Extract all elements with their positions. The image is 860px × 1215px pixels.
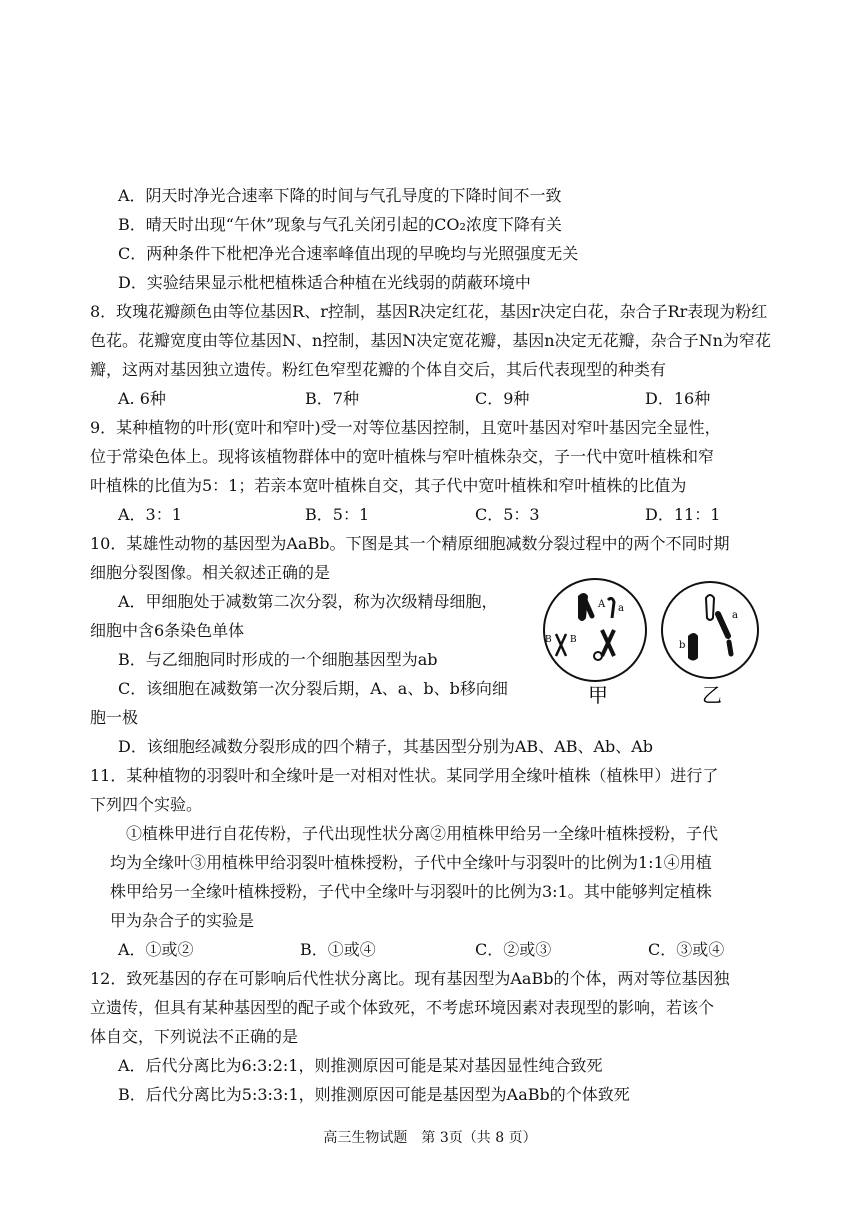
q7-option-b: B．晴天时出现“午休”现象与气孔关闭引起的CO₂浓度下降有关 (118, 215, 562, 234)
q10-option-c-line-2: 胞一极 (90, 708, 139, 727)
q9-option-c: C．5：3 (475, 505, 540, 524)
cell-yi-outline (662, 582, 758, 678)
cell-jia-label-B1: B (545, 635, 552, 645)
figure-caption-yi: 乙 (702, 683, 722, 707)
q8-stem-line-2: 色花。花瓣宽度由等位基因N、n控制，基因N决定宽花瓣，基因n决定无花瓣，杂合子Nn为窄花 (90, 331, 771, 350)
q10-option-c-line-1: C．该细胞在减数第一次分裂后期，A、a、b、b移向细 (118, 679, 508, 698)
q11-body-line-1: ①植株甲进行自花传粉，子代出现性状分离②用植株甲给另一全缘叶植株授粉，子代 (126, 824, 719, 843)
cell-jia-label-a: a (618, 603, 624, 614)
q8-option-b: B．7种 (305, 389, 359, 408)
q10-option-b: B．与乙细胞同时形成的一个细胞基因型为ab (118, 650, 438, 669)
q10-option-a-line-1: A．甲细胞处于减数第二次分裂，称为次级精母细胞， (118, 592, 498, 611)
q7-option-a: A．阴天时净光合速率下降的时间与气孔导度的下降时间不一致 (118, 186, 562, 205)
q11-stem-line-1: 11．某种植物的羽裂叶和全缘叶是一对相对性状。某同学用全缘叶植株（植株甲）进行了 (90, 766, 719, 785)
cell-jia-outline (544, 579, 646, 681)
q10-stem-line-2: 细胞分裂图像。相关叙述正确的是 (90, 563, 331, 582)
q10-option-a-line-2: 细胞中含6条染色单体 (90, 621, 245, 640)
q9-option-b: B．5：1 (305, 505, 370, 524)
q8-stem-line-1: 8．玫瑰花瓣颜色由等位基因R、r控制，基因R决定红花，基因r决定白花，杂合子Rr表现为粉红 (90, 302, 768, 321)
q11-option-a: A．①或② (118, 940, 194, 959)
q12-stem-line-1: 12．致死基因的存在可影响后代性状分离比。现有基因型为AaBb的个体，两对等位基因独 (90, 969, 730, 988)
q11-option-d: C．③或④ (648, 940, 725, 959)
cell-division-figure (540, 578, 762, 710)
cell-jia-label-B2: B (570, 635, 577, 645)
q9-option-a: A．3：1 (118, 505, 182, 524)
q8-stem-line-3: 瓣，这两对基因独立遗传。粉红色窄型花瓣的个体自交后，其后代表现型的种类有 (90, 360, 667, 379)
cell-jia-label-A: A (598, 599, 606, 610)
q11-body-line-3: 株甲给另一全缘叶植株授粉，子代中全缘叶与羽裂叶的比例为3:1。其中能够判定植株 (110, 882, 712, 901)
q12-option-b: B．后代分离比为5:3:3:1，则推测原因可能是基因型为AaBb的个体致死 (118, 1085, 630, 1104)
cell-jia-chromosome-3 (608, 598, 614, 618)
q9-option-d: D．11：1 (645, 505, 721, 524)
q12-option-a: A．后代分离比为6:3:2:1，则推测原因可能是某对基因显性纯合致死 (118, 1056, 603, 1075)
figure-caption-jia: 甲 (588, 683, 608, 707)
q11-stem-line-2: 下列四个实验。 (90, 795, 203, 814)
q8-option-c: C．9种 (475, 389, 530, 408)
cell-yi-chromosome-2 (688, 633, 698, 661)
q11-option-c: C．②或③ (475, 940, 552, 959)
q12-stem-line-3: 体自交，下列说法不正确的是 (90, 1027, 299, 1046)
q9-stem-line-2: 位于常染色体上。现将该植物群体中的宽叶植株与窄叶植株杂交，子一代中宽叶植株和窄 (90, 447, 715, 466)
q11-body-line-2: 均为全缘叶③用植株甲给羽裂叶植株授粉，子代中全缘叶与羽裂叶的比例为1:1④用植 (110, 853, 712, 872)
q10-stem-line-1: 10．某雄性动物的基因型为AaBb。下图是其一个精原细胞减数分裂过程中的两个不同时期 (90, 534, 730, 553)
q12-stem-line-2: 立遗传，但具有某种基因型的配子或个体致死，不考虑环境因素对表现型的影响，若该个 (90, 998, 715, 1017)
q8-option-a: A. 6种 (118, 389, 166, 408)
page-footer: 高三生物试题 第 3页（共 8 页） (323, 1130, 537, 1146)
cell-yi-chromosome-3 (718, 614, 728, 636)
cell-jia-centromere (594, 652, 602, 660)
q7-option-d: D．实验结果显示枇杷植株适合种植在光线弱的荫蔽环境中 (118, 273, 531, 292)
cell-jia-chromosome-4 (556, 634, 566, 656)
cell-yi-label-a: a (732, 610, 738, 621)
q10-option-d: D．该细胞经减数分裂形成的四个精子，其基因型分别为AB、AB、Ab、Ab (118, 737, 654, 756)
q8-option-d: D．16种 (645, 389, 711, 408)
q9-stem-line-1: 9．某种植物的叶形(宽叶和窄叶)受一对等位基因控制，且宽叶基因对窄叶基因完全显性， (90, 418, 721, 437)
q11-option-b: B．①或④ (300, 940, 376, 959)
q11-body-line-4: 甲为杂合子的实验是 (110, 911, 255, 930)
cell-yi-chromosome-4 (729, 642, 731, 654)
cell-yi-chromosome-1 (706, 595, 714, 620)
cell-jia-chromosome-5 (602, 630, 614, 656)
q7-option-c: C．两种条件下枇杷净光合速率峰值出现的早晚均与光照强度无关 (118, 244, 579, 263)
cell-yi-label-b: b (679, 640, 686, 651)
q9-stem-line-3: 叶植株的比值为5：1；若亲本宽叶植株自交，其子代中宽叶植株和窄叶植株的比值为 (90, 476, 687, 495)
